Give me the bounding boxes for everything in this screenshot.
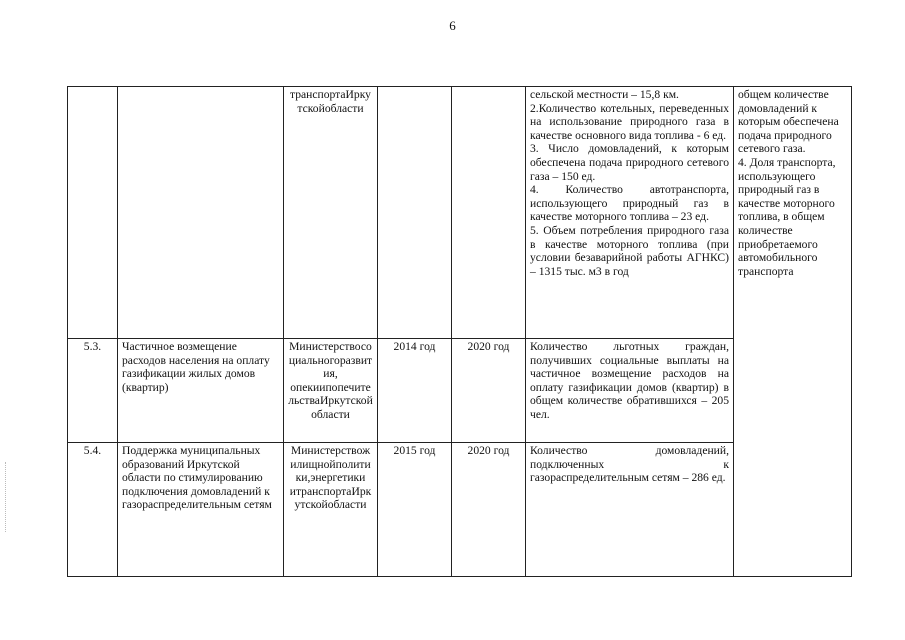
row-number: 5.3. xyxy=(68,339,118,443)
measure-name-line: Поддержка муниципальных образований Иркутской области по стимулированию подключения домовладений к газораспределительным сетям xyxy=(122,444,272,512)
end-year: 2020 год xyxy=(452,339,526,443)
indicators xyxy=(526,87,734,339)
measure-name xyxy=(118,87,284,339)
executor xyxy=(284,339,378,443)
executor-line: попечительства xyxy=(288,380,371,408)
executor-line: транспорта xyxy=(290,88,346,101)
row-number xyxy=(68,87,118,339)
executor-line: области xyxy=(327,498,367,512)
start-year: 2015 год xyxy=(378,443,452,577)
measure-name-line: Частичное возмещение расходов населения на оплату газификации жилых домов (квартир) xyxy=(122,340,270,394)
start-year xyxy=(378,87,452,339)
executor-line: Министерство xyxy=(290,444,363,457)
indicator-item: Количество домовладений, подключенных к газораспределительным сетям – 286 ед. xyxy=(530,444,729,485)
executor-line: области xyxy=(311,407,350,421)
target-item: общем количестве домовладений к которым обеспечена подача природного сетевого газа. xyxy=(738,88,839,156)
indicators xyxy=(526,339,734,443)
executor-line: и xyxy=(319,380,326,394)
executor-line: Иркутской xyxy=(297,88,371,115)
indicator-item: 2.Количество котельных, переведенных на использование природного газа в качестве основного вида топлива - 6 ед. xyxy=(530,101,729,142)
row-number: 5.4. xyxy=(68,443,118,577)
indicator-item: сельской местности – 15,8 км. xyxy=(530,88,679,101)
page-number: 6 xyxy=(449,18,456,33)
executor-line: социального xyxy=(288,340,372,367)
executor xyxy=(284,443,378,577)
indicators xyxy=(526,443,734,577)
executor-line: развития, опеки xyxy=(290,353,373,394)
executor-line: Министерство xyxy=(289,340,361,353)
indicator-item: 5. Объем потребления природного газа в качестве моторного топлива (при условии безаварийной работы АГНКС) – 1315 тыс. м3 в год xyxy=(530,223,729,278)
end-year: 2020 год xyxy=(452,443,526,577)
target-item: 4. Доля транспорта, использующего природный газ в качестве моторного топлива, в общем количестве приобретаемого автомобильного транспорта xyxy=(738,155,836,278)
program-table xyxy=(67,86,852,577)
table-row xyxy=(68,87,852,339)
executor-line: энергетики и xyxy=(289,471,366,498)
indicator-item: 4. Количество автотранспорта, использующего природный газ в качестве моторного топлива – 23 ед. xyxy=(530,183,729,224)
executor-line: Иркутской xyxy=(319,394,373,408)
executor xyxy=(284,87,378,339)
indicator-item: Количество льготных граждан, получивших социальные выплаты на частичное возмещение расходов на оплату газификации домов (квартир) в общем количестве обратившихся – 205 чел. xyxy=(530,340,729,421)
executor-line: жилищной xyxy=(290,444,371,471)
executor-line: области xyxy=(324,101,364,115)
end-year xyxy=(452,87,526,339)
start-year: 2014 год xyxy=(378,339,452,443)
measure-name xyxy=(118,339,284,443)
executor-line: политики, xyxy=(295,457,371,485)
executor-line: Иркутской xyxy=(294,484,372,512)
indicator-item: 3. Число домовладений, к которым обеспечена подача природного сетевого газа – 150 ед. xyxy=(530,142,729,183)
executor-line: транспорта xyxy=(295,484,352,498)
target-indicators xyxy=(734,87,852,577)
margin-marks xyxy=(5,462,8,532)
measure-name xyxy=(118,443,284,577)
